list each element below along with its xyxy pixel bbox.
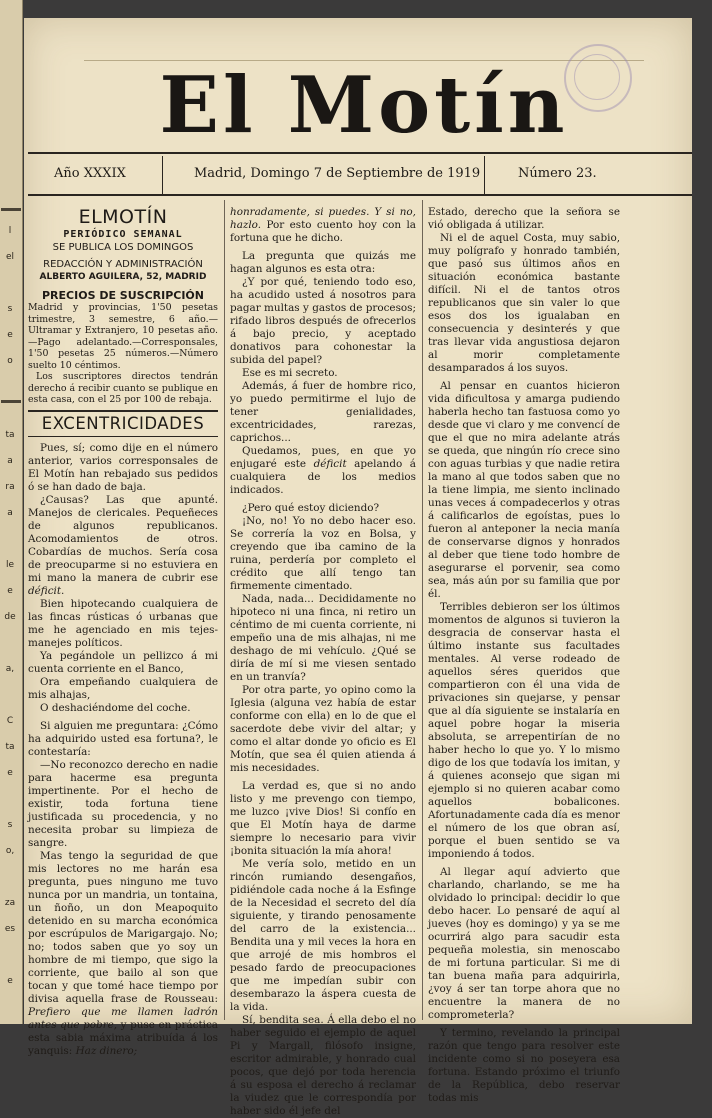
article-paragraph: Nada, nada... Decididamente no hipoteco ni una finca, ni retiro un céntimo de mi cuenta corriente, ni empeño una de mis alhajas, ni me deshago de mi vehículo. ¿Qué se diría de mí si me viesen sentado en un tranvía? [230,593,416,683]
italic-text: déficit. [28,584,65,597]
admin-address: ALBERTO AGUILERA, 52, MADRID [39,272,207,282]
paragraph-text: ¿Causas? Las que apunté. Manejos de clericales. Pequeñeces de algunos republicanos. Acomodamientos de otros. Cobardías de muchos. Sería cosa de preocuparme si no estuviera en mi mano la manera de cubrir ese [28,493,218,584]
paragraph-text: Por esto cuento hoy con la fortuna que he dicho. [230,219,416,244]
spine-rule [1,208,21,211]
publication-days: SE PUBLICA LOS DOMINGOS [52,242,194,253]
article-paragraph [230,206,416,245]
article-paragraph: ¡No, no! Yo no debo hacer eso. Se correría la voz en Bolsa, y creyendo que iba camino de la ruina, perdería por completo el crédito que allí tengo tan firmemente cimentado. [230,515,416,592]
periodical-subtitle: PERIÓDICO SEMANAL [63,229,183,240]
article-paragraph: O deshaciéndome del coche. [40,701,191,714]
spine-fragment: ra [5,482,15,492]
article-paragraph [230,445,416,497]
newspaper-page [24,18,692,1117]
article-paragraph: Ya pegándole un pellizco á mi cuenta corriente en el Banco, [28,649,218,675]
paragraph-text: y puse en práctica esta sabia máxima atribuída á los yanquis: [28,1018,218,1057]
article-paragraph: Ni el de aquel Costa, muy sabio, muy polígrafo y honrado también, que pasó sus últimos años en situación económica bastante difícil. Ni el de tantos otros republicanos que sin valer lo que esos dos los igualaban en consecuencia y desinterés y que tras llevar vida angustiosa dejaron al morir completamente desamparados á los suyos. [428,232,620,374]
article-paragraph: Y termino, revelando la principal razón que tengo para resolver este incidente como si no poseyera esa fortuna. Estando próximo el triunfo de la República, debo reservar todas mis [428,1027,620,1104]
article-paragraph: La pregunta que quizás me hagan algunos es esta otra: [230,250,416,275]
spine-fragment: e [7,330,13,340]
masthead-title: El Motín [159,60,569,151]
section-title: EXCENTRICIDADES [28,410,218,437]
date-label: Madrid, Domingo 7 de Septiembre de 1919 [194,166,481,181]
spine-fragment: el [5,252,15,262]
column-2 [230,206,416,1118]
column-divider [422,200,423,1020]
column-divider [224,200,225,1020]
article-paragraph: Estado, derecho que la señora se vió obligada á utilizar. [428,206,620,231]
spine-fragment: de [4,612,16,622]
masthead-rule-top [28,152,692,154]
logo-text: ELMOTÍN [78,206,168,228]
spine-fragment: s [7,820,13,830]
info-divider [162,156,163,194]
spine-fragment: e [7,768,13,778]
column-3 [428,206,620,1105]
info-divider [484,156,485,194]
spine-fragment: C [6,716,14,726]
italic-text: Prefiero que me llamen ladrón antes que pobre, [28,1005,218,1031]
spine-fragment: le [5,560,15,570]
spine-fragment: e [7,586,13,596]
article-paragraph: Pues, sí; como dije en el número anterior, varios corresponsales de El Motín han rebajado sus pedidos ó se han dado de baja. [28,441,218,493]
column-1 [28,206,218,1058]
article-paragraph: Sí, bendita sea. Á ella debo el no haber seguido el ejemplo de aquel Pi y Margall, filósofo insigne, escritor admirable, y honrado cual pocos, que dejó por toda herencia á su esposa el derecho á reclamar la viudez que le correspondía por haber sido él jefe del [230,1014,416,1117]
spine-rule [1,400,21,403]
spine-fragment: e [7,976,13,986]
paragraph-text: Quedamos, pues, en que yo enjugaré este [230,445,416,470]
spine-fragment: es [4,924,16,934]
spine-fragment: ta [5,742,15,752]
article-paragraph: —No reconozco derecho en nadie para hacerme esa pregunta impertinente. Por el hecho de existir, toda fortuna tiene justificada su procedencia, y no necesita probar su limpieza de sangre. [28,758,218,849]
prices-text: Madrid y provincias, 1'50 pesetas trimestre, 3 semestre, 6 año.—Ultramar y Extranjero, 10 pesetas año.—Pago adelantado.—Corresponsales, 1'50 pesetas 25 números.—Número suelto 10 céntimos. [28,302,218,371]
article-paragraph: Ora empeñando cualquiera de mis alhajas, [28,675,218,701]
prices-heading: PRECIOS DE SUSCRIPCIÓN [42,289,204,302]
admin-heading: REDACCIÓN Y ADMINISTRACIÓN [43,259,203,270]
spine-fragment: l [8,226,12,236]
article-paragraph: ¿Y por qué, teniendo todo eso, ha acudido usted á nosotros para pagar multas y gastos de procesos; rifado libros después de ofrecerlos á bajo precio, y aceptado donativos para cohonestar la subida del papel? [230,276,416,366]
spine-fragment: a [7,508,13,518]
paragraph-text: apelando á cualquiera de los medios indicados. [230,458,416,496]
article-paragraph: La verdad es, que si no ando listo y me prevengo con tiempo, me luzco ¡vive Dios! Si confío en que El Motín haya de darme siempre lo necesario para vivir ¡bonita situación la mía ahora! [230,780,416,857]
italic-text: honradamente, si puedes. Y si no, hazlo. [230,206,416,231]
adjacent-page-spine [0,0,23,1024]
spine-fragment: ta [5,430,15,440]
article-paragraph [28,850,218,1058]
article-paragraph: Además, á fuer de hombre rico, yo puedo permitirme el lujo de tener genialidades, excentricidades, rarezas, caprichos... [230,380,416,444]
spine-fragment: s [7,304,13,314]
article-paragraph: Terribles debieron ser los últimos momentos de algunos si tuvieron la desgracia de conservar hasta el último instante sus facultades mentales. Al verse rodeado de aquellos séres queridos que compartieron con él una vida de privaciones sin quejarse, y pensar que al día siguiente se instalaría en aquel pobre hogar la miseria absoluta, se arrepentirían de no haber hecho lo que yo. Y lo mismo digo de los que todavía los imitan, y á quienes aconsejo que sigan mi ejemplo si no quieren acabar como aquellos bobalicones. Afortunadamente cada día es menor el número de los que obran así, porque el buen sentido se va imponiendo á todos. [428,601,620,860]
article-paragraph: Bien hipotecando cualquiera de las fincas rústicas ó urbanas que me he agenciado en mis tejes-manejes políticos. [28,597,218,649]
article-paragraph: Al pensar en cuantos hicieron vida dificultosa y amarga pudiendo haberla hecho tan fastuosa como yo desde que vi claro y me convencí de que el que no mira adelante atrás se queda, que ningún río crece sino con aguas turbias y que nadie retira la mano al que todos saben que no la tiene limpia, me siento inclinado unas veces á compadecerlos y otras á calificarlos de egoístas, pues lo fueron al anteponer la necia manía de conservarse dignos y honrados al deber que tiene todo hombre de asegurarse el porvenir, sea como sea, más aún por su familia que por él. [428,380,620,600]
article-paragraph: Si alguien me preguntara: ¿Cómo ha adquirido usted esa fortuna?, le contestaría: [28,719,218,758]
article-paragraph [28,494,218,598]
italic-text: déficit [313,458,347,470]
spine-fragment: a, [5,664,15,674]
article-paragraph: Por otra parte, yo opino como la Iglesia (alguna vez había de estar conforme con ella) en lo de que el sacerdote debe vivir del altar; y como el altar donde yo oficio es El Motín, que sea él quien atienda á mis necesidades. [230,684,416,774]
issue-number: Número 23. [518,166,597,181]
italic-text: Haz dinero; [75,1044,138,1057]
article-paragraph: Ese es mi secreto. [242,367,338,379]
article-paragraph: Al llegar aquí advierto que charlando, charlando, se me ha olvidado lo principal: decidir lo que debo hacer. Lo pensaré de aquí al jueves (hoy es domingo) y ya se me ocurrirá algo para sacudir esta pequeña molestia, sin menoscabo de mi fortuna particular. Si me di tan buena maña para adquirirla, ¿voy á ser tan torpe ahora que no encuentre la manera de no comprometerla? [428,866,620,1021]
spine-fragment: o [7,356,13,366]
masthead-rule-bottom [28,194,692,196]
subscribers-note: Los suscriptores directos tendrán derecho á recibir cuanto se publique en esta casa, con el 25 por 100 de rebaja. [28,371,218,405]
spine-fragment: o, [5,846,15,856]
paragraph-text: Mas tengo la seguridad de que mis lectores no me harán esa pregunta, pues ninguno me tuvo nunca por un mandria, un tontaina, un ñoño, un don Meapoquito detenido en su marcha económica por escrúpulos de Marigargajo. No; no; todos saben que yo soy un hombre de mi tiempo, que sigo la corriente, que bailo al son que tocan y que tomé hace tiempo por divisa aquella frase de Rousseau: [28,849,218,1005]
article-paragraph: Me vería solo, metido en un rincón rumiando desengaños, pidiéndole cada noche á la Esfinge de la Necesidad el secreto del día siguiente, y tirando penosamente del carro de la existencia... Bendita una y mil veces la hora en que arrojé de mis hombros el pesado fardo de preocupaciones que me impedían subir con desembarazo la áspera cuesta de la vida. [230,858,416,1013]
spine-fragment: a [7,456,13,466]
article-paragraph: ¿Pero qué estoy diciendo? [242,502,380,514]
spine-fragment: za [4,898,16,908]
year-label: Año XXXIX [54,166,126,181]
